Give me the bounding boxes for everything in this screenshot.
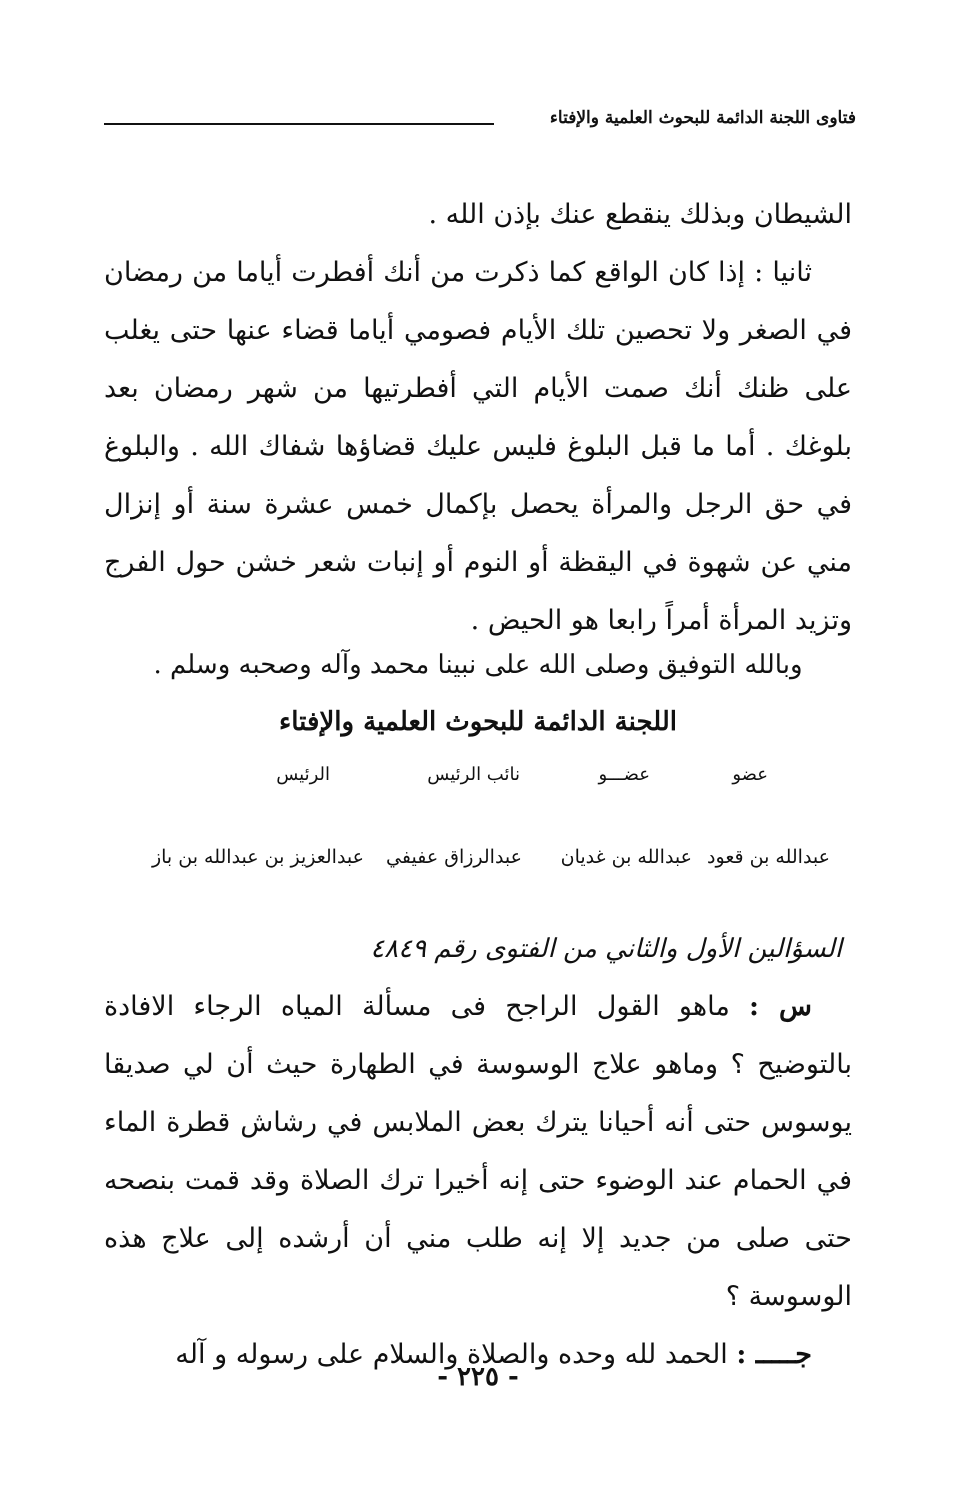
fatwa-heading: السؤالين الأول والثاني من الفتوى رقم ٤٨٤٩ [370, 934, 842, 964]
body-text [104, 186, 852, 650]
name-member-2: عبدالله بن غديان [560, 846, 692, 868]
closing-line: وبالله التوفيق وصلى الله على نبينا محمد وآله وصحبه وسلم . [153, 650, 803, 680]
name-vice-president: عبدالرزاق عفيفي [386, 846, 522, 868]
running-header [100, 108, 856, 138]
header-rule [104, 123, 494, 125]
question-text: ماهو القول الراجح فى مسألة المياه الرجاء الافادة بالتوضيح ؟ وماهو علاج الوسوسة في الطهارة حيث أن لي صديقا يوسوس حتى أنه أحيانا يترك بعض الملابس في رشاش قطرة الماء في الحمام عند الوضوء حتى إنه أخيرا ترك الصلاة وقد قمت بنصحه حتى صلى من جديد إلا إنه طلب مني أن أرشده إلى علاج هذه الوسوسة ؟ [104, 991, 852, 1312]
name-member-1: عبدالله بن قعود [707, 846, 830, 868]
role-member-1: عضو [732, 764, 768, 785]
answer-label: جـــــ : [736, 1339, 812, 1370]
page-number: - ٢٢٥ - [437, 1362, 519, 1392]
paragraph-second: ثانيا : إذا كان الواقع كما ذكرت من أنك أفطرت أياما من رمضان في الصغر ولا تحصين تلك الأيام فصومي أياما قضاء عنها حتى يغلب على ظنك أنك صمت الأيام التي أفطرتيها من شهر رمضان بعد بلوغك . أما ما قبل البلوغ فليس عليك قضاؤها شفاك الله . والبلوغ في حق الرجل والمرأة يحصل بإكمال خمس عشرة سنة أو إنزال مني عن شهوة في اليقظة أو النوم أو إنبات شعر خشن حول الفرج وتزيد المرأة أمراً رابعا هو الحيض . [104, 257, 852, 636]
fatwa-block [104, 920, 852, 1384]
committee-title: اللجنة الدائمة للبحوث العلمية والإفتاء [279, 707, 677, 737]
role-member-2: عضـــو [598, 764, 650, 785]
signatory-names [150, 846, 850, 876]
question-label: س : [749, 991, 813, 1022]
question-paragraph [104, 978, 852, 1326]
role-vice-president: نائب الرئيس [427, 764, 520, 785]
name-president: عبدالعزيز بن عبدالله بن باز [151, 846, 364, 868]
running-header-title: فتاوى اللجنة الدائمة للبحوث العلمية والإفتاء [549, 108, 856, 128]
signatory-roles [150, 764, 850, 794]
role-president: الرئيس [276, 764, 330, 785]
intro-line: الشيطان وبذلك ينقطع عنك بإذن الله . [428, 199, 852, 230]
answer-text: الحمد لله وحده والصلاة والسلام على رسوله و آله [175, 1339, 728, 1370]
